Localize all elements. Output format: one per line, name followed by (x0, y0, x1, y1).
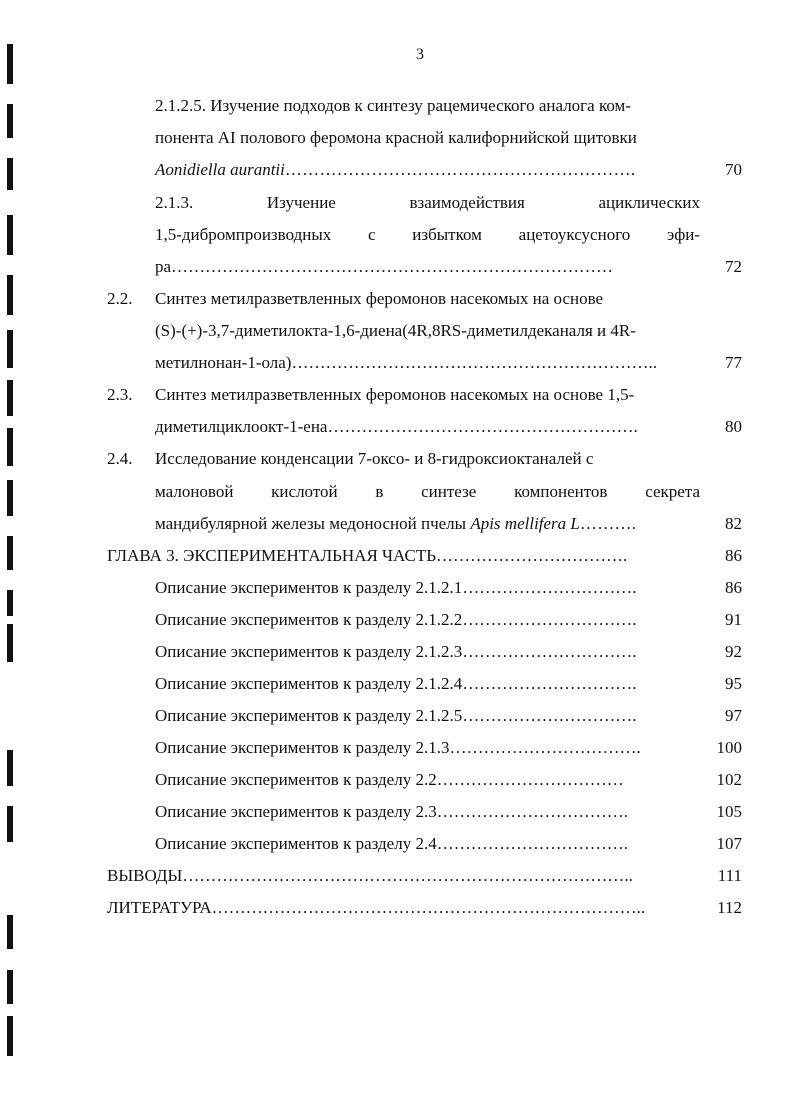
toc-entry-2-2-number: 2.2. (107, 289, 133, 308)
toc-literature: ЛИТЕРАТУРА………………………………………………………………….. (107, 898, 646, 917)
page-ref: 105 (716, 802, 742, 821)
page-ref: 102 (716, 770, 742, 789)
page-ref: 92 (725, 642, 742, 661)
page-ref: 91 (725, 610, 742, 629)
toc-entry-2-1-2-5-line-3 (155, 159, 635, 181)
toc-entry-2-4-line-1: Исследование конденсации 7-оксо- и 8-гидроксиоктаналей с (155, 449, 594, 468)
page-ref: 95 (725, 674, 742, 693)
toc-entry-2-1-2-5-line-1: 2.1.2.5. Изучение подходов к синтезу рацемического аналога ком- (155, 96, 631, 115)
binding-marks (0, 0, 30, 1104)
toc-experiment-item: Описание экспериментов к разделу 2.4……………………………. (155, 834, 628, 853)
page-ref: 80 (725, 417, 742, 436)
species-name: Apis mellifera L (470, 514, 580, 533)
page-ref: 70 (725, 160, 742, 179)
page-number: 3 (416, 46, 424, 63)
toc-entry-2-4-number: 2.4. (107, 449, 133, 468)
toc-entry-2-4-line-3: мандибулярной железы медоносной пчелы Apis mellifera L………. (155, 514, 637, 533)
toc-experiment-item: Описание экспериментов к разделу 2.2…………………………… (155, 770, 624, 789)
page-ref: 86 (725, 546, 742, 565)
species-name: Aonidiella aurantii (155, 160, 285, 179)
toc-experiment-item: Описание экспериментов к разделу 2.1.3……………………………. (155, 738, 641, 757)
page-ref: 72 (725, 257, 742, 276)
toc-entry-2-1-3-line-3: ра…………………………………………………………………… (155, 257, 614, 276)
toc-chapter-3: ГЛАВА 3. ЭКСПЕРИМЕНТАЛЬНАЯ ЧАСТЬ……………………………. (107, 546, 628, 565)
page-ref: 77 (725, 353, 742, 372)
leader-dots: ……………………………………………………. (284, 160, 636, 179)
toc-experiment-item: Описание экспериментов к разделу 2.1.2.4…………………………. (155, 674, 637, 693)
toc-entry-2-2-line-3: метилнонан-1-ола)……………………………………………………….. (155, 353, 657, 372)
page-ref: 112 (717, 898, 742, 917)
toc-entry-2-3-line-1: Синтез метилразветвленных феромонов насекомых на основе 1,5- (155, 385, 635, 404)
toc-entry-2-3-number: 2.3. (107, 385, 133, 404)
toc-experiment-item: Описание экспериментов к разделу 2.3……………………………. (155, 802, 628, 821)
toc-entry-2-3-line-2: диметилциклоокт-1-ена………………………………………………. (155, 417, 638, 436)
toc-experiment-item: Описание экспериментов к разделу 2.1.2.2…………………………. (155, 610, 637, 629)
page-ref: 100 (716, 738, 742, 757)
toc-entry-2-4-line-2: малоновой кислотой в синтезе компонентов секрета (155, 482, 700, 501)
toc-experiment-item: Описание экспериментов к разделу 2.1.2.1…………………………. (155, 578, 637, 597)
page-ref: 97 (725, 706, 742, 725)
toc-entry-2-1-2-5-line-2: понента AI полового феромона красной калифорнийской щитовки (155, 128, 637, 147)
page-ref: 107 (716, 834, 742, 853)
page-ref: 82 (725, 514, 742, 533)
toc-conclusions: ВЫВОДЫ…………………………………………………………………….. (107, 866, 633, 885)
toc-experiment-item: Описание экспериментов к разделу 2.1.2.3…………………………. (155, 642, 637, 661)
toc-entry-2-2-line-1: Синтез метилразветвленных феромонов насекомых на основе (155, 289, 604, 308)
toc-entry-2-1-3-line-2: 1,5-дибромпроизводных с избытком ацетоуксусного эфи- (155, 225, 700, 244)
page-ref: 86 (725, 578, 742, 597)
page-ref: 111 (717, 866, 742, 885)
toc-entry-2-2-line-2: (S)-(+)-3,7-диметилокта-1,6-диена(4R,8RS-диметилдеканаля и 4R- (155, 321, 636, 340)
toc-entry-2-1-3-line-1: 2.1.3. Изучение взаимодействия ациклических (155, 193, 700, 212)
toc-experiment-item: Описание экспериментов к разделу 2.1.2.5…………………………. (155, 706, 637, 725)
